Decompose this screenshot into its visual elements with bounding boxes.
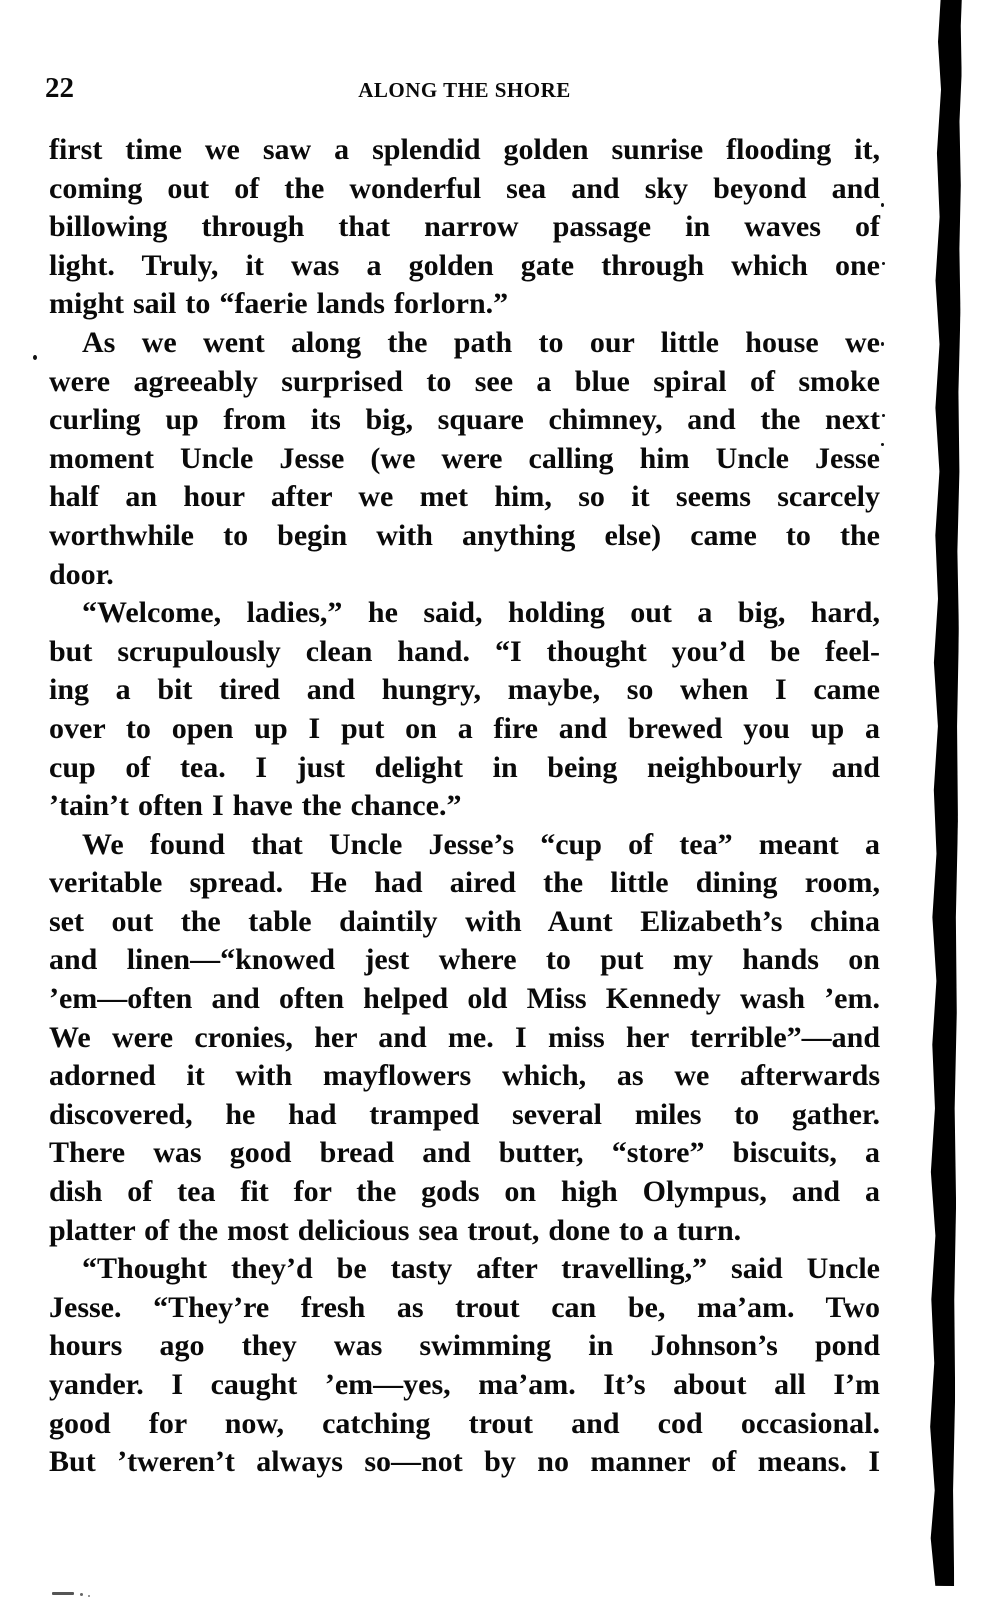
scan-speck	[80, 1593, 83, 1596]
text-line: platter of the most delicious sea trout, done to a turn.	[49, 1213, 742, 1247]
text-line: set out the table daintily with Aunt Elizabeth’s china	[49, 904, 880, 938]
page-number: 22	[45, 72, 74, 104]
scan-bottom-mark	[52, 1592, 74, 1595]
scan-speck	[881, 203, 884, 207]
scan-speck	[881, 443, 884, 446]
text-line: were agreeably surprised to see a blue spiral of smoke	[49, 364, 880, 398]
text-line: As we went along the path to our little house we	[82, 325, 880, 359]
body-text-column	[49, 131, 880, 1482]
text-line: We were cronies, her and me. I miss her terrible”—and	[49, 1020, 880, 1054]
text-line: moment Uncle Jesse (we were calling him Uncle Jesse	[49, 441, 880, 475]
text-line: But ’tweren’t always so—not by no manner of means. I	[49, 1445, 880, 1479]
text-line: good for now, catching trout and cod occasional.	[49, 1406, 880, 1440]
text-line: light. Truly, it was a golden gate through which one	[49, 248, 880, 282]
text-line: There was good bread and butter, “store” biscuits, a	[49, 1136, 880, 1170]
scan-speck	[882, 414, 885, 417]
text-line: veritable spread. He had aired the little dining room,	[49, 866, 880, 900]
text-line: We found that Uncle Jesse’s “cup of tea” meant a	[82, 827, 880, 861]
text-line: curling up from its big, square chimney, and the next	[49, 403, 880, 437]
text-line: half an hour after we met him, so it seems scarcely	[49, 480, 880, 514]
text-line: might sail to “faerie lands forlorn.”	[49, 287, 509, 321]
text-line: worthwhile to begin with anything else) came to the	[49, 518, 880, 552]
paragraph	[49, 131, 880, 324]
text-line: but scrupulously clean hand. “I thought you’d be feel-	[49, 634, 880, 668]
text-line: ing a bit tired and hungry, maybe, so when I came	[49, 673, 880, 707]
paragraph	[49, 324, 880, 594]
text-line: “Welcome, ladies,” he said, holding out a big, hard,	[82, 596, 880, 630]
text-line: “Thought they’d be tasty after travelling,” said Uncle	[82, 1252, 880, 1286]
text-line: first time we saw a splendid golden sunrise flooding it,	[49, 133, 880, 166]
running-title: ALONG THE SHORE	[358, 78, 571, 102]
text-line: yander. I caught ’em—yes, ma’am. It’s about all I’m	[49, 1368, 880, 1401]
text-line: adorned it with mayflowers which, as we afterwards	[49, 1059, 880, 1093]
text-line: ’em—often and often helped old Miss Kennedy wash ’em.	[49, 982, 880, 1016]
paragraph	[49, 594, 880, 826]
text-line: door.	[49, 557, 114, 591]
text-line: cup of tea. I just delight in being neighbourly and	[49, 750, 880, 784]
scan-speck	[88, 1595, 90, 1597]
text-line: dish of tea fit for the gods on high Olympus, and a	[49, 1175, 880, 1209]
scan-gutter-band	[927, 0, 962, 1586]
text-line: billowing through that narrow passage in waves of	[49, 210, 880, 244]
text-line: and linen—“knowed jest where to put my hands on	[49, 943, 880, 977]
text-line: over to open up I put on a fire and brewed you up a	[49, 711, 880, 745]
paragraph	[49, 826, 880, 1251]
scan-speck	[33, 355, 37, 360]
scan-speck	[882, 262, 885, 265]
text-line: ’tain’t often I have the chance.”	[49, 789, 462, 823]
scan-speck	[881, 342, 884, 346]
text-line: Jesse. “They’re fresh as trout can be, ma’am. Two	[49, 1290, 880, 1324]
text-line: hours ago they was swimming in Johnson’s pond	[49, 1329, 880, 1363]
text-line: discovered, he had tramped several miles to gather.	[49, 1097, 880, 1131]
paragraph	[49, 1250, 880, 1482]
text-line: coming out of the wonderful sea and sky beyond and	[49, 171, 880, 205]
